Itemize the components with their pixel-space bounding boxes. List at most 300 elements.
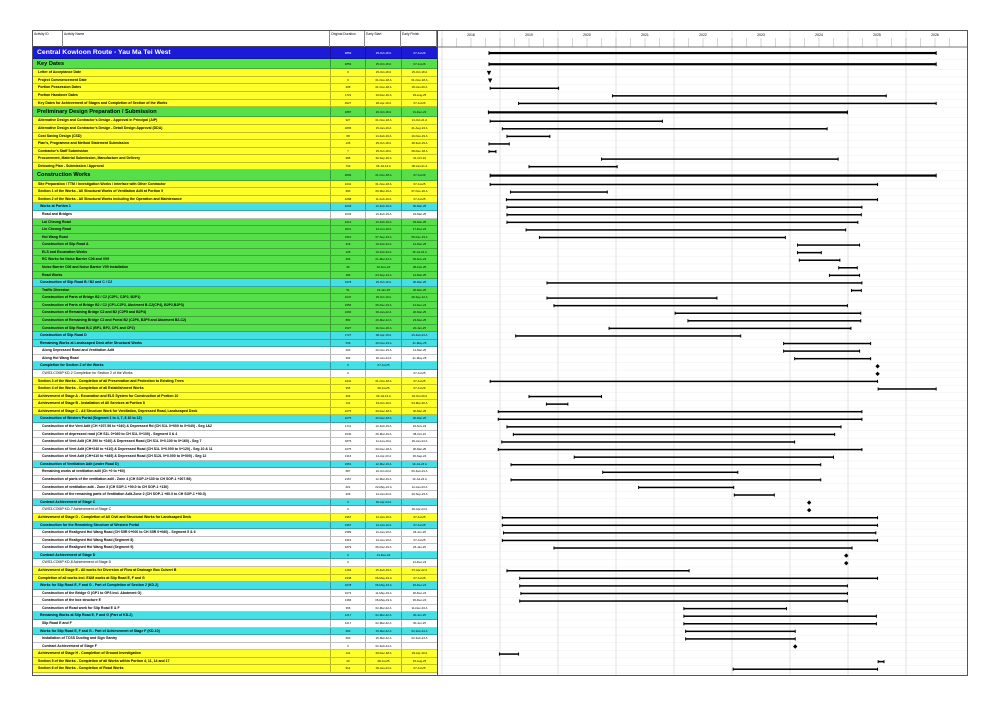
gantt-bar-cap: [609, 327, 610, 330]
activity-name: Procurement, Material Submission, Manufacture and Delivery: [38, 156, 141, 161]
gantt-bar-cap: [883, 660, 884, 663]
gantt-bar[interactable]: [489, 63, 936, 65]
activity-row[interactable]: [33, 163, 437, 171]
start-cell: 01-Nov-18 A: [365, 181, 401, 188]
gantt-bar-cap: [495, 150, 496, 153]
finish-cell: 31-Oct-24: [401, 155, 437, 162]
gantt-bar-cap: [774, 493, 775, 496]
gantt-bar-cap: [870, 342, 871, 345]
gantt-bar[interactable]: [574, 456, 833, 458]
gantt-bar[interactable]: [688, 320, 861, 322]
finish-cell: 02-Feb-24 A: [401, 628, 437, 635]
gantt-bar-cap: [488, 62, 489, 66]
finish-cell: 29-Jan-24 A: [401, 438, 437, 445]
gantt-bar[interactable]: [554, 547, 852, 549]
finish-cell: 07-Jul-26: [401, 100, 437, 107]
activity-row[interactable]: [33, 484, 437, 492]
activity-row[interactable]: [33, 203, 437, 211]
gantt-bar[interactable]: [489, 52, 936, 54]
finish-cell: 19-Nov-24: [401, 423, 437, 430]
start-cell: 25-Oct-18 A: [365, 47, 401, 58]
start-cell: 10-Dec-20 A: [365, 92, 401, 99]
activity-row[interactable]: [33, 125, 437, 133]
gantt-bar[interactable]: [498, 411, 862, 413]
gantt-bar-cap: [733, 668, 734, 671]
start-cell: 12-Mar-19 A: [365, 461, 401, 468]
start-cell: 25-Oct-18 A: [365, 59, 401, 68]
activity-row[interactable]: [33, 529, 437, 537]
finish-cell: 07-Jul-25: [401, 378, 437, 385]
activity-row[interactable]: [33, 148, 437, 156]
start-cell: 20-Dec-18 A: [365, 408, 401, 415]
finish-cell: 03-Jan-20 A: [401, 84, 437, 91]
activity-name: Works for Slip Road E, F and G - Part of Completion of Section 2 (KD-2): [40, 583, 159, 588]
activity-name: Contract Achievement of Stage C: [40, 499, 96, 504]
start-cell: 08-Apr-19 A: [365, 332, 401, 339]
activity-name: Construction of the remaining parts of Ventilation Adit-Zone 2 (CH SOP-1 +60.0 to CH SOP-1 +90.0): [42, 492, 206, 497]
duration-cell: 1047: [330, 294, 365, 301]
gantt-bar-cap: [877, 668, 878, 671]
duration-cell: 318: [330, 241, 365, 248]
activity-name: Construction of Road work for Slip Road E & F: [42, 605, 120, 610]
duration-cell: 2627: [330, 100, 365, 107]
activity-name: Section 3 of the Works - Completion of all Preservation and Protection to Existing Trees: [38, 378, 184, 383]
activity-row[interactable]: [33, 355, 437, 363]
activity-row[interactable]: [33, 575, 437, 583]
activity-name: Remaining Works at Landscaped Deck after Structural Works: [40, 340, 142, 345]
gantt-bar[interactable]: [502, 441, 795, 443]
gantt-bar-cap: [845, 228, 846, 231]
activity-row[interactable]: [33, 181, 437, 189]
start-cell: 02-Mar-22 A: [365, 612, 401, 619]
duration-cell: 1163: [330, 567, 365, 574]
gantt-bar[interactable]: [490, 184, 877, 186]
gantt-bar-cap: [501, 440, 502, 443]
gantt-bar[interactable]: [507, 214, 861, 216]
activity-row[interactable]: [33, 170, 437, 180]
duration-cell: 733: [330, 163, 365, 170]
activity-name: Letter of Acceptance Date: [38, 70, 82, 75]
finish-cell: 30-Jun-25: [401, 620, 437, 627]
activity-row[interactable]: [33, 461, 437, 469]
gantt-bar-cap: [519, 584, 520, 587]
activity-row[interactable]: [33, 590, 437, 598]
project-title-row[interactable]: [33, 47, 437, 59]
gantt-milestone[interactable]: [875, 364, 879, 368]
gantt-milestone[interactable]: [793, 644, 797, 648]
gantt-bar[interactable]: [507, 206, 862, 208]
finish-cell: 23-Sep-23 A: [401, 491, 437, 498]
activity-row[interactable]: [33, 567, 437, 575]
activity-row[interactable]: [33, 378, 437, 386]
gantt-bar[interactable]: [851, 290, 861, 292]
gantt-bar-cap: [877, 577, 878, 580]
gantt-bar-cap: [733, 486, 734, 489]
gantt-bar[interactable]: [799, 259, 840, 261]
start-cell: 16-Nov-20 A: [365, 325, 401, 332]
activity-name: Construction of Slip Road A: [42, 242, 89, 247]
activity-row[interactable]: [33, 438, 437, 446]
gantt-bar[interactable]: [784, 343, 871, 345]
activity-row[interactable]: [33, 559, 437, 567]
gantt-bar[interactable]: [507, 222, 858, 224]
gantt-bar-cap: [488, 150, 489, 153]
activity-name: Achievement of Stage C - All Structure Work for Ventilation, Depressed Road, Landscaped Deck: [38, 408, 198, 413]
activity-row[interactable]: [33, 347, 437, 355]
activity-name: Along Hoi Wang Road: [42, 355, 79, 360]
gantt-bar-cap: [511, 478, 512, 481]
gantt-bar[interactable]: [603, 472, 738, 474]
gantt-bar-cap: [795, 630, 796, 633]
gantt-bar[interactable]: [507, 570, 689, 572]
start-cell: 13-Jun-19 A: [365, 226, 401, 233]
finish-cell: 21-May-25: [401, 340, 437, 347]
gantt-bar-cap: [799, 259, 800, 262]
gantt-bar[interactable]: [511, 479, 821, 481]
activity-row[interactable]: [33, 605, 437, 613]
start-cell: 13-Feb-19 A: [365, 211, 401, 218]
gantt-bar-cap: [859, 274, 860, 277]
gantt-bar[interactable]: [734, 494, 774, 496]
duration-cell: 1879: [330, 544, 365, 551]
activity-row[interactable]: [33, 77, 437, 85]
gantt-bar[interactable]: [602, 158, 839, 160]
activity-row[interactable]: [33, 408, 437, 416]
activity-row[interactable]: [33, 107, 437, 117]
activity-row[interactable]: [33, 211, 437, 219]
activity-row[interactable]: [33, 628, 437, 636]
timeline-year-label: 2023: [757, 33, 765, 37]
gantt-bar-cap: [490, 120, 491, 123]
activity-row[interactable]: [33, 446, 437, 454]
gantt-bar[interactable]: [733, 668, 877, 670]
activity-row[interactable]: [33, 431, 437, 439]
gantt-bar-cap: [861, 448, 862, 451]
gantt-bar-cap: [857, 221, 858, 224]
gantt-bar-cap: [683, 615, 684, 618]
gantt-bar[interactable]: [839, 267, 858, 269]
gantt-bar[interactable]: [684, 623, 877, 625]
activity-row[interactable]: [33, 256, 437, 264]
start-cell: 20-Oct-18 A: [365, 107, 401, 116]
activity-name: Contract Achievement of Stage F: [42, 643, 97, 648]
gantt-bar-cap: [834, 433, 835, 436]
finish-cell: 03-Mar-25: [401, 219, 437, 226]
finish-cell: [401, 552, 437, 559]
gantt-bar-cap: [567, 403, 568, 406]
header-duration: Original Duration: [330, 31, 365, 47]
activity-row[interactable]: [33, 468, 437, 476]
activity-row[interactable]: [33, 544, 437, 552]
gantt-bar-cap: [820, 463, 821, 466]
activity-row[interactable]: [33, 597, 437, 605]
gantt-milestone[interactable]: [487, 71, 491, 75]
gantt-bar-cap: [490, 87, 491, 90]
gantt-bar[interactable]: [506, 199, 877, 201]
gantt-bar[interactable]: [529, 396, 602, 398]
gantt-bar[interactable]: [490, 88, 558, 90]
gantt-bar[interactable]: [686, 638, 796, 640]
duration-cell: 927: [330, 117, 365, 124]
gantt-bar-cap: [529, 395, 530, 398]
gantt-bar[interactable]: [613, 95, 887, 97]
gantt-milestone[interactable]: [807, 500, 811, 504]
gantt-bar[interactable]: [520, 585, 848, 587]
gantt-bar[interactable]: [488, 111, 847, 113]
activity-row[interactable]: [33, 249, 437, 257]
activity-row[interactable]: [33, 302, 437, 310]
activity-row[interactable]: [33, 241, 437, 249]
gantt-bar[interactable]: [539, 237, 785, 239]
finish-cell: 24-Mar-25: [401, 211, 437, 218]
duration-cell: 1678: [330, 582, 365, 589]
activity-row[interactable]: [33, 234, 437, 242]
activity-name: Project Commencement Date: [38, 77, 87, 82]
gantt-bar[interactable]: [502, 540, 877, 542]
activity-name: Completion for Section 2 of the Works: [40, 363, 104, 368]
activity-row[interactable]: [33, 635, 437, 643]
activity-row[interactable]: [33, 332, 437, 340]
duration-cell: 51: [330, 287, 365, 294]
gantt-bar[interactable]: [675, 312, 861, 314]
activity-row[interactable]: [33, 188, 437, 196]
finish-cell: 07-Jul-25: [401, 514, 437, 521]
gantt-bar[interactable]: [526, 229, 846, 231]
gantt-bar[interactable]: [489, 143, 509, 145]
gantt-bar-cap: [503, 531, 504, 534]
gantt-milestone[interactable]: [488, 79, 492, 83]
gantt-bar[interactable]: [686, 631, 796, 633]
activity-row[interactable]: [33, 264, 437, 272]
activity-row[interactable]: [33, 491, 437, 499]
activity-row[interactable]: [33, 226, 437, 234]
gantt-bar[interactable]: [529, 166, 617, 168]
gantt-bar-cap: [506, 206, 507, 209]
duration-cell: 1887: [330, 107, 365, 116]
activity-name: Alternative Design and Contractor's Design - Detail Design Approval (DDA): [38, 126, 163, 130]
finish-cell: 10-Nov-19 A: [401, 133, 437, 140]
activity-row[interactable]: [33, 552, 437, 560]
activity-row[interactable]: [33, 133, 437, 141]
activity-row[interactable]: [33, 294, 437, 302]
activity-row[interactable]: [33, 665, 437, 673]
start-cell: 09-Mar-19 A: [365, 188, 401, 195]
activity-row[interactable]: [33, 620, 437, 628]
gantt-bar[interactable]: [507, 136, 550, 138]
gantt-bar-cap: [877, 183, 878, 186]
activity-row[interactable]: [33, 537, 437, 545]
gantt-bar-cap: [498, 418, 499, 421]
gantt-bar[interactable]: [639, 487, 734, 489]
duration-cell: 2298: [330, 196, 365, 203]
activity-row[interactable]: [33, 317, 437, 325]
gantt-bar[interactable]: [798, 244, 860, 246]
gantt-bar[interactable]: [502, 525, 877, 527]
activity-row[interactable]: [33, 582, 437, 590]
activity-row[interactable]: [33, 612, 437, 620]
gantt-bar[interactable]: [684, 608, 787, 610]
activity-row[interactable]: [33, 522, 437, 530]
gantt-bar-cap: [506, 569, 507, 572]
gantt-bar-cap: [839, 259, 840, 262]
gantt-bar[interactable]: [829, 275, 859, 277]
finish-cell: 21-May-25: [401, 355, 437, 362]
start-cell: 06-Dec-19 A: [365, 302, 401, 309]
duration-cell: 988: [330, 155, 365, 162]
activity-row[interactable]: [33, 155, 437, 163]
gantt-bar[interactable]: [547, 282, 862, 284]
activity-row[interactable]: [33, 219, 437, 227]
gantt-bar[interactable]: [511, 464, 821, 466]
activity-row[interactable]: [33, 658, 437, 666]
duration-cell: 128: [330, 249, 365, 256]
duration-cell: 96: [330, 264, 365, 271]
duration-cell: 1805: [330, 125, 365, 132]
finish-cell: 30-Mar-25: [401, 446, 437, 453]
activity-name: Construction of Vent Adit (CH 290 to +240) & Depressed Road (CH S1L 0+0.100 to 0+160) - Seg 7: [42, 439, 202, 444]
start-cell: [365, 506, 401, 513]
duration-cell: 141: [330, 400, 365, 407]
gantt-bar[interactable]: [490, 120, 662, 122]
gantt-bar[interactable]: [795, 358, 871, 360]
gantt-bar[interactable]: [554, 305, 847, 307]
finish-cell: [401, 499, 437, 506]
activity-name: Section 6 of the Works - Completion of Road Works: [38, 666, 124, 671]
activity-row[interactable]: [33, 325, 437, 333]
gantt-bar-cap: [737, 471, 738, 474]
activity-row[interactable]: [33, 514, 437, 522]
activity-row[interactable]: [33, 453, 437, 461]
gantt-bar[interactable]: [520, 600, 848, 602]
gantt-bar[interactable]: [684, 615, 877, 617]
gantt-bar[interactable]: [798, 252, 822, 254]
finish-cell: 07-Jul-25: [401, 537, 437, 544]
duration-cell: 2806: [330, 170, 365, 179]
gantt-bar-cap: [861, 289, 862, 292]
gantt-bar[interactable]: [521, 593, 848, 595]
finish-cell: 08-Jan-21 A: [401, 163, 437, 170]
activity-row[interactable]: [33, 272, 437, 280]
gantt-bar[interactable]: [513, 434, 834, 436]
start-cell: 12-Feb-19 A: [365, 423, 401, 430]
activity-row[interactable]: [33, 59, 437, 69]
activity-row[interactable]: [33, 393, 437, 401]
activity-row[interactable]: [33, 385, 437, 393]
gantt-bar[interactable]: [489, 151, 496, 153]
activity-row[interactable]: [33, 650, 437, 658]
activity-row[interactable]: [33, 196, 437, 204]
start-cell: 01-Nov-18 A: [365, 84, 401, 91]
gantt-bar[interactable]: [784, 350, 860, 352]
start-cell: 06-May-19 A: [365, 597, 401, 604]
activity-row[interactable]: [33, 92, 437, 100]
gantt-bar[interactable]: [490, 381, 877, 383]
gantt-bar[interactable]: [499, 653, 518, 655]
start-cell: 23-Jan-25: [365, 287, 401, 294]
activity-row[interactable]: [33, 499, 437, 507]
duration-cell: 141: [330, 650, 365, 657]
activity-row[interactable]: [33, 279, 437, 287]
duration-cell: 0: [330, 370, 365, 377]
activity-row[interactable]: [33, 415, 437, 423]
gantt-bar[interactable]: [609, 328, 851, 330]
gantt-bar-cap: [518, 102, 519, 105]
gantt-bar-cap: [878, 387, 879, 390]
gantt-bar[interactable]: [498, 419, 862, 421]
gantt-bar[interactable]: [490, 174, 936, 176]
gantt-bar-cap: [936, 102, 937, 105]
gantt-bar-cap: [519, 599, 520, 602]
activity-row[interactable]: [33, 69, 437, 77]
activity-row[interactable]: [33, 400, 437, 408]
finish-cell: 07-Nov-20 A: [401, 188, 437, 195]
duration-cell: 0: [330, 499, 365, 506]
activity-row[interactable]: [33, 100, 437, 108]
gantt-bar[interactable]: [503, 532, 875, 534]
gantt-bar[interactable]: [498, 449, 862, 451]
gantt-bar[interactable]: [502, 517, 877, 519]
gantt-bar[interactable]: [519, 103, 937, 105]
gantt-bar[interactable]: [502, 128, 827, 130]
gantt-bar[interactable]: [878, 661, 884, 663]
duration-cell: 549: [330, 340, 365, 347]
finish-cell: 15-Aug-25: [401, 658, 437, 665]
activity-row[interactable]: [33, 362, 437, 370]
finish-cell: 07-Jul-25: [401, 196, 437, 203]
gantt-bar-cap: [859, 350, 860, 353]
activity-row[interactable]: [33, 476, 437, 484]
start-cell: 30-Apr-24 A: [365, 499, 401, 506]
activity-row[interactable]: [33, 309, 437, 317]
gantt-bar-cap: [838, 266, 839, 269]
finish-cell: 30-Apr-24 A: [401, 506, 437, 513]
activity-row[interactable]: [33, 340, 437, 348]
gantt-bar-cap: [861, 213, 862, 216]
finish-cell: 30-Mar-25: [401, 279, 437, 286]
activity-row[interactable]: [33, 370, 437, 378]
start-cell: 25-Oct-18 A: [365, 148, 401, 155]
gantt-bar[interactable]: [878, 388, 936, 390]
gantt-bar[interactable]: [546, 403, 567, 405]
activity-row[interactable]: [33, 287, 437, 295]
activity-row[interactable]: [33, 423, 437, 431]
gantt-milestone[interactable]: [875, 372, 879, 376]
duration-cell: 621: [330, 484, 365, 491]
activity-row[interactable]: [33, 117, 437, 125]
activity-row[interactable]: [33, 84, 437, 92]
activity-name: Portion Possession Dates: [38, 85, 82, 90]
gantt-bar[interactable]: [507, 426, 841, 428]
gantt-bar-cap: [502, 539, 503, 542]
activity-name: Contractor's Staff Submission: [38, 148, 89, 153]
activity-row[interactable]: [33, 506, 437, 514]
duration-cell: 2275: [330, 415, 365, 422]
gantt-bar[interactable]: [516, 335, 741, 337]
gantt-milestone[interactable]: [807, 508, 811, 512]
duration-cell: 1510: [330, 234, 365, 241]
finish-cell: 21-Dec-24: [401, 559, 437, 566]
gantt-bar[interactable]: [520, 578, 878, 580]
activity-row[interactable]: [33, 643, 437, 651]
finish-cell: 02-Oct-20 A: [401, 393, 437, 400]
activity-name: Lin Cheung Road: [42, 227, 71, 232]
activity-row[interactable]: [33, 140, 437, 148]
gantt-bar-cap: [847, 592, 848, 595]
gantt-bar[interactable]: [510, 191, 607, 193]
gantt-bar[interactable]: [547, 297, 717, 299]
start-cell: 30-Jan-24 A: [365, 355, 401, 362]
finish-cell: 26-Mar-25: [401, 287, 437, 294]
